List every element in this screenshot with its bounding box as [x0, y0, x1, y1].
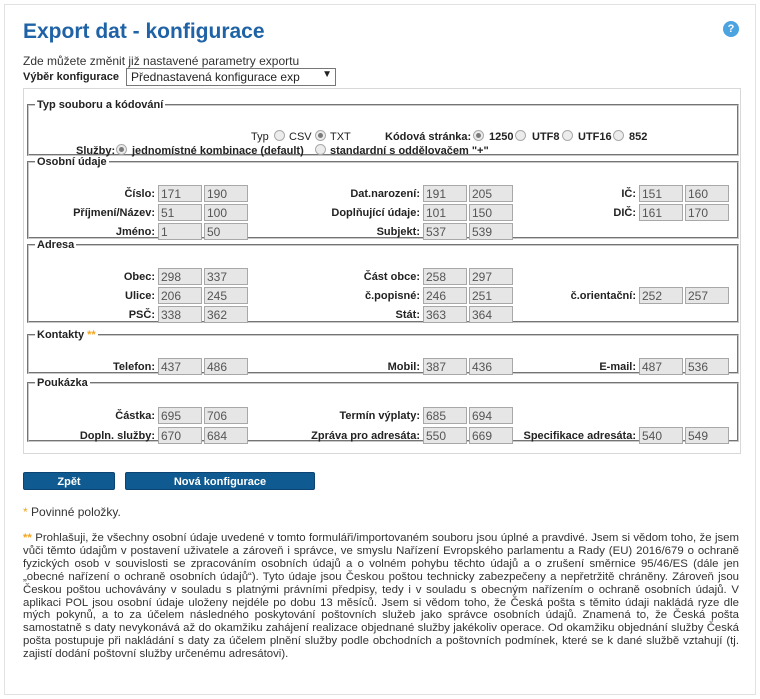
termin-to-input[interactable]: 694: [469, 407, 513, 424]
prijmeni-to-input[interactable]: 100: [204, 204, 248, 221]
address-fieldset: [27, 239, 739, 323]
cpopisne-label: č.popisné:: [364, 290, 420, 302]
voucher-fieldset: [27, 377, 739, 442]
required-text: Povinné položky.: [31, 505, 121, 519]
corient-from-input[interactable]: 252: [639, 287, 683, 304]
dic-from-input[interactable]: 161: [639, 204, 683, 221]
type-csv-radio[interactable]: [274, 130, 285, 141]
email-from-input[interactable]: 487: [639, 358, 683, 375]
castobce-label: Část obce:: [363, 271, 420, 283]
castka-label: Částka:: [115, 410, 155, 422]
legal-star: **: [23, 532, 32, 544]
dic-label: DIČ:: [613, 207, 636, 219]
termin-from-input[interactable]: 685: [423, 407, 467, 424]
ic-to-input[interactable]: 160: [685, 185, 729, 202]
psc-label: PSČ:: [128, 309, 155, 321]
doplnujici-to-input[interactable]: 150: [469, 204, 513, 221]
jmeno-to-input[interactable]: 50: [204, 223, 248, 240]
legal-text: Prohlašuji, že všechny osobní údaje uvedené v tomto formuláři/importovaném souboru jsou úplné a pravdivé. Jsem si vědom toho, že jsem vůči těmto údajům v postavení uživatele a zároveň i správce, ve smyslu Nařízení Evropského parlamentu a Rady (EU) 2016/679 o ochraně fyzických osob v souvislosti se zpracováním osobních údajů a o volném pohybu těchto údajů a o zrušení směrnice 95/46/ES (dále jen „obecné nařízení o ochraně osobních údajů“). Tyto údaje jsou Českou poštou technicky zabezpečeny a nepřetržitě chráněny. Zároveň jsou Českou poštou uchovávány v souladu s platnými právními předpisy, tedy i v souladu s obecným nařízením o ochraně osobních údajů. V aplikaci POL jsou osobní údaje uloženy nejdéle po dobu 13 měsíců. Jsem si vědom toho, že Česká pošta s těmito údaji nakládá ryze dle mých pokynů, a to za účelem následného poskytování poštovních služeb jako správce osobních údajů. Znamená to, že Česká pošta samostatně s daty nevykonává až do okamžiku zahájení realizace objednané služby jakékoliv operace. Od okamžiku objednání služby Česká pošta postupuje při nakládání s daty za účelem plnění služby podle obchodních a poštovních podmínek, které se k dané službě vztahují (tj. zajistí dodání poštovní služby určenému adresátovi).: [23, 532, 739, 661]
doplnujici-from-input[interactable]: 101: [423, 204, 467, 221]
svc-combo-label: jednomístné kombinace (default): [132, 145, 304, 157]
back-button[interactable]: Zpět: [23, 472, 115, 490]
type-csv-label: CSV: [289, 131, 312, 143]
psc-from-input[interactable]: 338: [158, 306, 202, 323]
cp-852-radio[interactable]: [613, 130, 624, 141]
corient-to-input[interactable]: 257: [685, 287, 729, 304]
personal-legend: Osobní údaje: [37, 156, 107, 168]
psc-to-input[interactable]: 362: [204, 306, 248, 323]
type-txt-radio[interactable]: [315, 130, 326, 141]
cpopisne-to-input[interactable]: 251: [469, 287, 513, 304]
email-label: E-mail:: [599, 361, 636, 373]
castobce-from-input[interactable]: 258: [423, 268, 467, 285]
obec-from-input[interactable]: 298: [158, 268, 202, 285]
doplnsluzby-label: Dopln. služby:: [79, 430, 155, 442]
jmeno-label: Jméno:: [115, 226, 155, 238]
type-txt-label: TXT: [330, 131, 351, 143]
cislo-to-input[interactable]: 190: [204, 185, 248, 202]
cp-utf8-label: UTF8: [532, 131, 560, 143]
required-note: [23, 505, 121, 519]
mobil-to-input[interactable]: 436: [469, 358, 513, 375]
type-label: Typ: [251, 131, 269, 143]
prijmeni-from-input[interactable]: 51: [158, 204, 202, 221]
filetype-fieldset: [27, 99, 739, 156]
datnar-to-input[interactable]: 205: [469, 185, 513, 202]
mobil-from-input[interactable]: 387: [423, 358, 467, 375]
help-icon[interactable]: ?: [723, 21, 739, 37]
zprava-to-input[interactable]: 669: [469, 427, 513, 444]
prijmeni-label: Příjmení/Název:: [73, 207, 155, 219]
castobce-to-input[interactable]: 297: [469, 268, 513, 285]
svc-combo-radio[interactable]: [116, 144, 127, 155]
cislo-label: Číslo:: [124, 188, 155, 200]
zprava-label: Zpráva pro adresáta:: [311, 430, 420, 442]
obec-label: Obec:: [123, 271, 155, 283]
codepage-label: Kódová stránka:: [385, 131, 472, 143]
legal-notice: [23, 532, 739, 661]
mobil-label: Mobil:: [387, 361, 420, 373]
contacts-legend-text: Kontakty: [37, 329, 85, 341]
dropdown-arrow-icon: ▼: [322, 69, 332, 80]
doplnsluzby-to-input[interactable]: 684: [204, 427, 248, 444]
services-label: Služby:: [76, 145, 116, 157]
telefon-from-input[interactable]: 437: [158, 358, 202, 375]
cp-1250-label: 1250: [489, 131, 514, 143]
config-select[interactable]: [126, 68, 336, 86]
specifikace-label: Specifikace adresáta:: [523, 430, 636, 442]
contacts-fieldset: [27, 329, 739, 374]
email-to-input[interactable]: 536: [685, 358, 729, 375]
new-config-button[interactable]: Nová konfigurace: [125, 472, 315, 490]
cp-utf16-label: UTF16: [578, 131, 612, 143]
config-label: Výběr konfigurace: [23, 71, 119, 83]
cp-852-label: 852: [629, 131, 648, 143]
doplnsluzby-from-input[interactable]: 670: [158, 427, 202, 444]
castka-to-input[interactable]: 706: [204, 407, 248, 424]
doplnujici-label: Doplňující údaje:: [331, 207, 420, 219]
personal-fieldset: [27, 156, 739, 239]
datnar-label: Dat.narození:: [350, 188, 420, 200]
obec-to-input[interactable]: 337: [204, 268, 248, 285]
intro-text: Zde můžete změnit již nastavené parametry exportu: [23, 54, 300, 68]
ulice-from-input[interactable]: 206: [158, 287, 202, 304]
ic-from-input[interactable]: 151: [639, 185, 683, 202]
corient-label: č.orientační:: [570, 290, 636, 302]
filetype-legend: Typ souboru a kódování: [37, 99, 164, 111]
stat-to-input[interactable]: 364: [469, 306, 513, 323]
subjekt-label: Subjekt:: [376, 226, 420, 238]
datnar-from-input[interactable]: 191: [423, 185, 467, 202]
stat-label: Stát:: [395, 309, 420, 321]
specifikace-from-input[interactable]: 540: [639, 427, 683, 444]
dic-to-input[interactable]: 170: [685, 204, 729, 221]
address-legend: Adresa: [37, 239, 75, 251]
page-title: Export dat - konfigurace: [23, 20, 265, 43]
cislo-from-input[interactable]: 171: [158, 185, 202, 202]
contacts-legend: [35, 329, 98, 341]
svc-standard-label: standardní s oddělovačem "+": [330, 145, 489, 157]
telefon-to-input[interactable]: 486: [204, 358, 248, 375]
stat-from-input[interactable]: 363: [423, 306, 467, 323]
cp-1250-radio[interactable]: [473, 130, 484, 141]
contacts-legend-star: **: [87, 329, 96, 341]
subjekt-to-input[interactable]: 539: [469, 223, 513, 240]
svc-standard-radio[interactable]: [315, 144, 326, 155]
config-select-value: Přednastavená konfigurace exp: [131, 70, 300, 84]
castka-from-input[interactable]: 695: [158, 407, 202, 424]
ulice-label: Ulice:: [125, 290, 155, 302]
voucher-legend: Poukázka: [37, 377, 88, 389]
ic-label: IČ:: [621, 188, 636, 200]
cpopisne-from-input[interactable]: 246: [423, 287, 467, 304]
cp-utf8-radio[interactable]: [515, 130, 526, 141]
ulice-to-input[interactable]: 245: [204, 287, 248, 304]
specifikace-to-input[interactable]: 549: [685, 427, 729, 444]
telefon-label: Telefon:: [113, 361, 155, 373]
termin-label: Termín výplaty:: [339, 410, 420, 422]
required-star: *: [23, 505, 28, 519]
config-panel: [23, 88, 741, 454]
jmeno-from-input[interactable]: 1: [158, 223, 202, 240]
zprava-from-input[interactable]: 550: [423, 427, 467, 444]
subjekt-from-input[interactable]: 537: [423, 223, 467, 240]
cp-utf16-radio[interactable]: [562, 130, 573, 141]
